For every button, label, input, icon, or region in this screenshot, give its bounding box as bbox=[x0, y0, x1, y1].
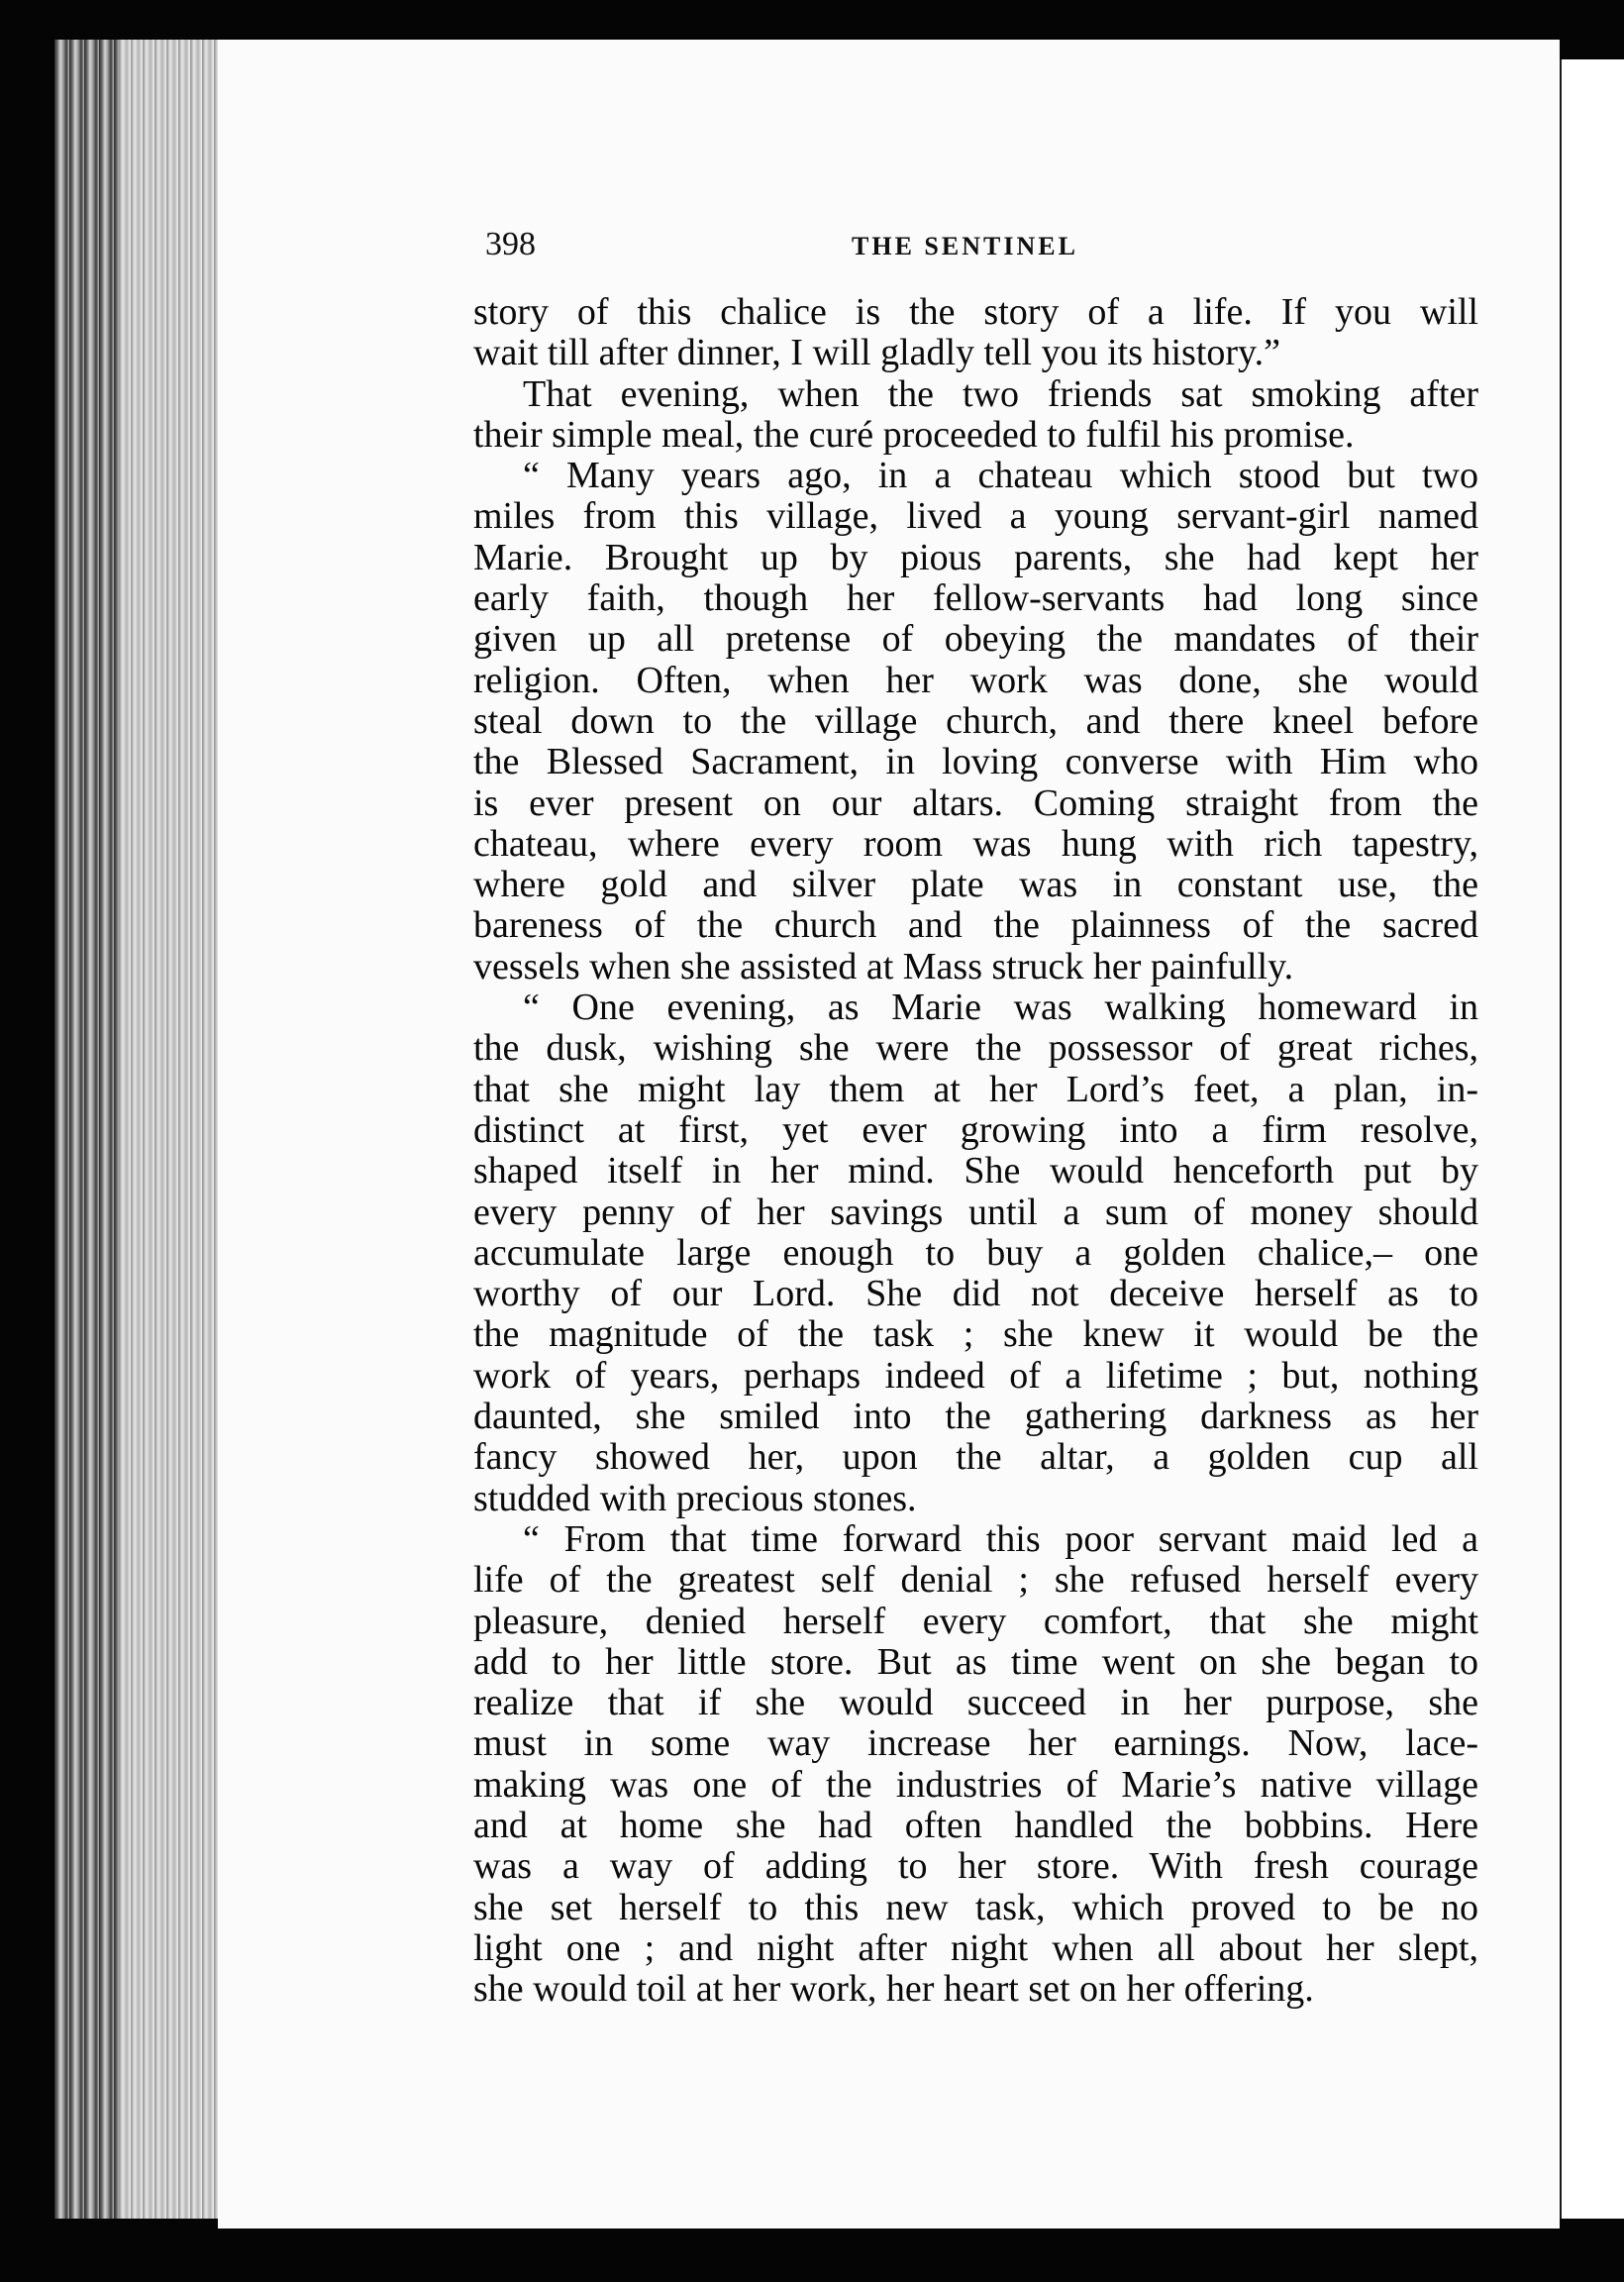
text-line: fancy showed her, upon the altar, a golden cup all bbox=[473, 1436, 1478, 1479]
text-line: wait till after dinner, I will gladly tell you its history.” bbox=[473, 332, 1280, 374]
text-line: light one ; and night after night when all about her slept, bbox=[473, 1926, 1478, 1969]
text-line: the Blessed Sacrament, in loving converse with Him who bbox=[473, 741, 1478, 783]
text-line: was a way of adding to her store. With fresh courage bbox=[473, 1845, 1478, 1888]
body-text bbox=[473, 292, 1478, 2010]
text-line: she set herself to this new task, which proved to be no bbox=[473, 1886, 1478, 1928]
text-line: “ From that time forward this poor servant maid led a bbox=[523, 1517, 1478, 1560]
text-line: she would toil at her work, her heart set on her offering. bbox=[473, 1968, 1314, 2011]
text-line: accumulate large enough to buy a golden chalice,– one bbox=[473, 1231, 1478, 1274]
text-line: is ever present on our altars. Coming straight from the bbox=[473, 781, 1478, 824]
text-line: every penny of her savings until a sum of money should bbox=[473, 1191, 1478, 1233]
page-number: 398 bbox=[485, 226, 536, 262]
text-line: distinct at first, yet ever growing into a firm resolve, bbox=[473, 1108, 1478, 1151]
text-line: making was one of the industries of Marie’s native village bbox=[473, 1763, 1478, 1806]
page-header bbox=[485, 226, 1485, 275]
text-line: “ Many years ago, in a chateau which stood but two bbox=[523, 455, 1478, 497]
text-line: and at home she had often handled the bobbins. Here bbox=[473, 1804, 1478, 1846]
text-line: That evening, when the two friends sat smoking after bbox=[523, 372, 1478, 415]
text-line: the dusk, wishing she were the possessor of great riches, bbox=[473, 1027, 1478, 1070]
text-line: worthy of our Lord. She did not deceive herself as to bbox=[473, 1273, 1478, 1315]
page-stack-edges-inner bbox=[119, 40, 218, 2219]
text-line: daunted, she smiled into the gathering darkness as her bbox=[473, 1396, 1478, 1438]
text-line: given up all pretense of obeying the mandates of their bbox=[473, 618, 1478, 661]
text-line: miles from this village, lived a young servant-girl named bbox=[473, 495, 1478, 538]
text-line: realize that if she would succeed in her purpose, she bbox=[473, 1682, 1478, 1724]
text-line: vessels when she assisted at Mass struck her painfully. bbox=[473, 945, 1294, 987]
text-line: life of the greatest self denial ; she refused herself every bbox=[473, 1559, 1478, 1602]
text-line: studded with precious stones. bbox=[473, 1477, 917, 1519]
text-line: must in some way increase her earnings. Now, lace- bbox=[473, 1722, 1478, 1765]
text-line: shaped itself in her mind. She would henceforth put by bbox=[473, 1150, 1478, 1193]
text-line: steal down to the village church, and there kneel before bbox=[473, 699, 1478, 742]
text-line: early faith, though her fellow-servants had long since bbox=[473, 577, 1478, 620]
text-line: chateau, where every room was hung with rich tapestry, bbox=[473, 822, 1478, 865]
facing-page-edge bbox=[1550, 59, 1624, 2219]
text-line: “ One evening, as Marie was walking homeward in bbox=[523, 986, 1478, 1029]
text-line: where gold and silver plate was in constant use, the bbox=[473, 864, 1478, 906]
text-line: work of years, perhaps indeed of a lifetime ; but, nothing bbox=[473, 1354, 1478, 1397]
text-line: story of this chalice is the story of a life. If you will bbox=[473, 291, 1478, 333]
text-line: add to her little store. But as time went on she began to bbox=[473, 1640, 1478, 1683]
text-line: their simple meal, the curé proceeded to fulfil his promise. bbox=[473, 413, 1355, 456]
running-title: THE SENTINEL bbox=[852, 232, 1078, 260]
text-line: the magnitude of the task ; she knew it would be the bbox=[473, 1313, 1478, 1356]
text-line: pleasure, denied herself every comfort, that she might bbox=[473, 1600, 1478, 1642]
text-line: Marie. Brought up by pious parents, she had kept her bbox=[473, 536, 1478, 578]
text-line: religion. Often, when her work was done, she would bbox=[473, 659, 1478, 701]
text-line: that she might lay them at her Lord’s feet, a plan, in- bbox=[473, 1068, 1478, 1110]
text-line: bareness of the church and the plainness of the sacred bbox=[473, 904, 1478, 947]
